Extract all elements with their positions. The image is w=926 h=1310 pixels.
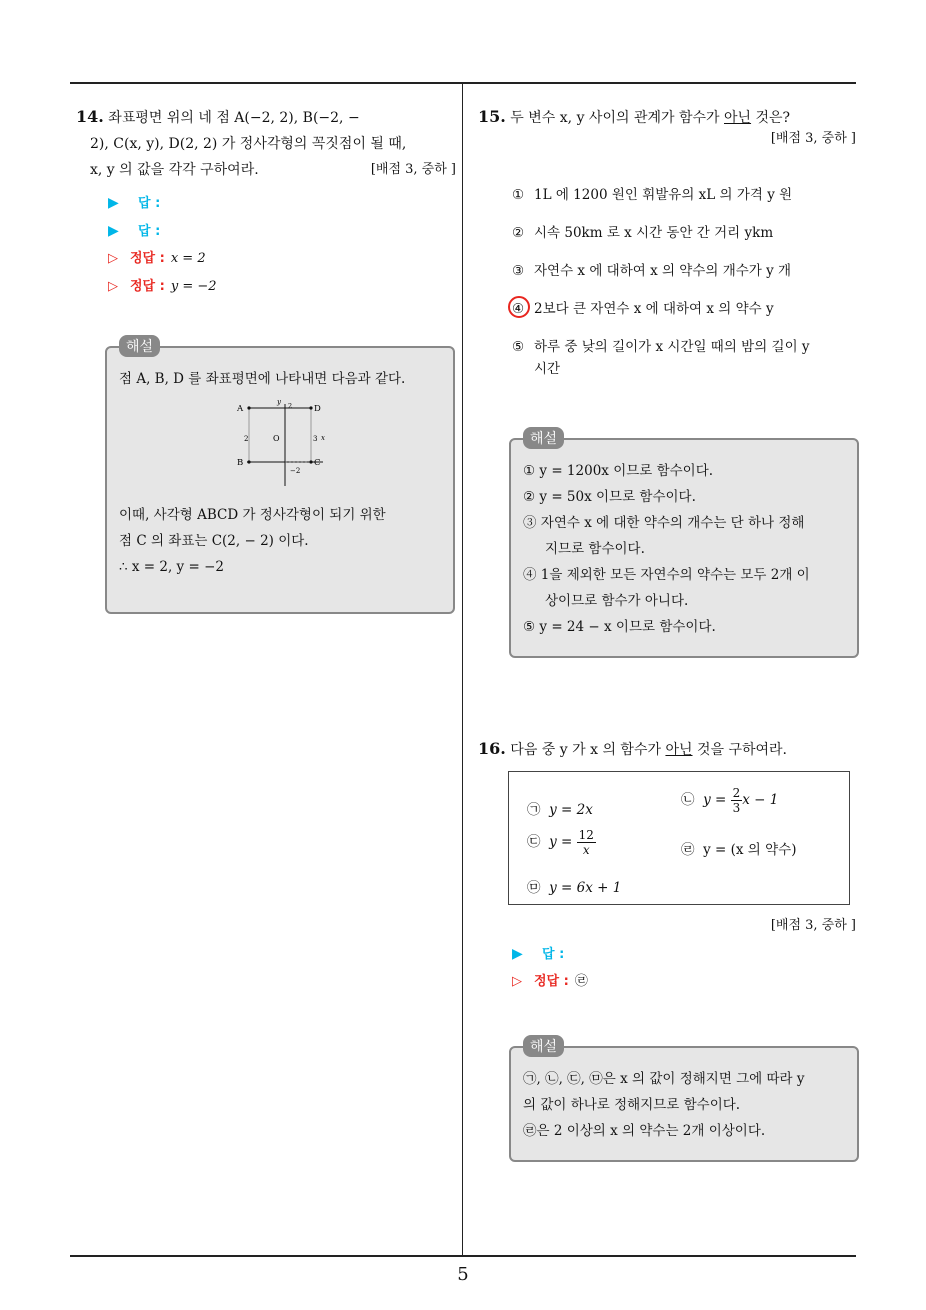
outline-triangle-icon: ▷ — [108, 279, 118, 294]
q15-choices — [512, 184, 856, 396]
q16-text-pre: 다음 중 y 가 x 의 함수가 — [510, 742, 666, 758]
answer-label: 답 : — [542, 947, 565, 962]
q15-choice-5[interactable]: ⑤ 하루 중 낮의 길이가 x 시간일 때의 밤의 길이 y 시간 — [512, 339, 810, 377]
q14-line1: 좌표평면 위의 네 점 A(−2, 2), B(−2, − — [108, 110, 360, 126]
question-16 — [478, 736, 856, 763]
bottom-rule — [70, 1255, 856, 1257]
correct-label: 정답 : — [130, 279, 165, 294]
q14-sol-line2: 이때, 사각형 ABCD 가 정사각형이 되기 위한 — [119, 507, 386, 523]
q16-sol-line1: ㉠, ㉡, ㉢, ㉤은 x 의 값이 정해지면 그에 따라 y — [523, 1071, 805, 1087]
q14-sol-line3: 점 C 의 좌표는 C(2, − 2) 이다. — [119, 533, 309, 549]
fig-label-neg2: −2 — [290, 467, 301, 475]
correct-value: y = −2 — [170, 279, 217, 294]
q15-sol-4: ④ 1을 제외한 모든 자연수의 약수는 모두 2개 이 상이므로 함수가 아니다. — [523, 567, 810, 609]
fig-label-C: C — [314, 458, 321, 468]
outline-triangle-icon: ▷ — [108, 251, 118, 266]
q14-line2: 2), C(x, y), D(2, 2) 가 정사각형의 꼭짓점이 될 때, — [90, 136, 407, 152]
q15-number: 15. — [478, 107, 506, 126]
correct-label: 정답 : — [130, 251, 165, 266]
solution-tag: 해설 — [523, 427, 564, 449]
q16-solution-box — [509, 1039, 859, 1162]
q16-number: 16. — [478, 739, 506, 758]
play-icon: ▶ — [108, 195, 119, 211]
q14-sol-line4: ∴ x = 2, y = −2 — [119, 559, 224, 575]
coordinate-figure — [227, 398, 347, 490]
q15-sol-2: ② y = 50x 이므로 함수이다. — [523, 489, 696, 505]
page-number: 5 — [457, 1264, 469, 1285]
outline-triangle-icon: ▷ — [512, 974, 522, 989]
q16-item-a: ㉠ y = 2x — [527, 802, 593, 818]
solution-tag: 해설 — [119, 335, 160, 357]
q15-choice-3[interactable]: ③ 자연수 x 에 대하여 x 의 약수의 개수가 y 개 — [512, 263, 792, 279]
fig-label-B: B — [237, 458, 244, 468]
top-rule — [70, 82, 856, 84]
q14-points: [배점 3, 중하 ] — [370, 162, 456, 177]
fig-label-D: D — [314, 404, 321, 414]
solution-tag: 해설 — [523, 1035, 564, 1057]
q16-item-b: ㉡ y = $\frac{2}{3}$ x − 1 — [681, 786, 779, 815]
q16-sol-line2: 의 값이 하나로 정해지므로 함수이다. — [523, 1097, 741, 1113]
q15-text-post: 것은? — [751, 110, 791, 126]
q16-correct — [512, 968, 812, 996]
q15-solution-box — [509, 431, 859, 658]
q15-choice-1[interactable]: ① 1L 에 1200 원인 휘발유의 xL 의 가격 y 원 — [512, 187, 793, 203]
fig-label-O: O — [273, 434, 280, 443]
answer-label: 답 : — [138, 224, 161, 239]
question-14 — [76, 104, 456, 301]
q16-answers — [512, 940, 812, 996]
fig-label-x: x — [321, 434, 325, 442]
answer-label: 답 : — [138, 196, 161, 211]
column-divider — [462, 83, 463, 1255]
play-icon: ▶ — [512, 946, 523, 962]
q16-text-post: 것을 구하여라. — [692, 742, 788, 758]
fig-label-2-y: 2 — [288, 402, 293, 410]
q16-item-c: ㉢ y = $\frac{12}{x}$ — [527, 828, 594, 857]
fig-label-2-x: 2 — [244, 435, 249, 443]
q15-sol-1: ① y = 1200x 이므로 함수이다. — [523, 463, 714, 479]
q14-sol-line1: 점 A, B, D 를 좌표평면에 나타내면 다음과 같다. — [119, 371, 406, 387]
q15-choice-4[interactable]: ④ 2보다 큰 자연수 x 에 대하여 x 의 약수 y — [512, 298, 856, 320]
q15-text-underlined: 아닌 — [724, 110, 752, 126]
q15-text-pre: 두 변수 x, y 사이의 관계가 함수가 — [510, 110, 724, 126]
q16-text — [478, 736, 856, 763]
q15-choice-2[interactable]: ② 시속 50km 로 x 시간 동안 간 거리 ykm — [512, 225, 774, 241]
play-icon: ▶ — [108, 223, 119, 239]
correct-value: ㉣ — [574, 974, 588, 989]
q16-sol-line3: ㉣은 2 이상의 x 의 약수는 2개 이상이다. — [523, 1123, 766, 1139]
q15-sol-3: ③ 자연수 x 에 대한 약수의 개수는 단 하나 정해 지므로 함수이다. — [523, 515, 805, 557]
q16-item-d: ㉣ y = (x 의 약수) — [681, 842, 797, 858]
correct-label: 정답 : — [534, 974, 569, 989]
q16-answer-line[interactable] — [512, 940, 812, 968]
q14-answer-line-1[interactable] — [108, 189, 456, 217]
q16-items-box — [508, 771, 850, 905]
q15-sol-5: ⑤ y = 24 − x 이므로 함수이다. — [523, 619, 716, 635]
q14-correct-2 — [108, 273, 456, 301]
q14-answer-line-2[interactable] — [108, 217, 456, 245]
fig-label-3: 3 — [313, 435, 318, 443]
q14-correct-1 — [108, 245, 456, 273]
correct-value: x = 2 — [170, 251, 206, 266]
answer-circle-mark — [508, 296, 530, 318]
q15-points: [배점 3, 중하 ] — [770, 131, 856, 146]
fig-label-y: y — [277, 398, 281, 406]
fig-label-A: A — [237, 404, 244, 414]
q14-line3: x, y 의 값을 각각 구하여라. — [90, 162, 259, 178]
q14-text — [76, 104, 456, 183]
question-15 — [478, 104, 856, 146]
q14-number: 14. — [76, 107, 104, 126]
q16-item-e: ㉤ y = 6x + 1 — [527, 880, 622, 896]
q14-solution-box — [105, 339, 455, 614]
q16-text-underlined: 아닌 — [665, 742, 693, 758]
q16-points: [배점 3, 중하 ] — [770, 918, 856, 933]
